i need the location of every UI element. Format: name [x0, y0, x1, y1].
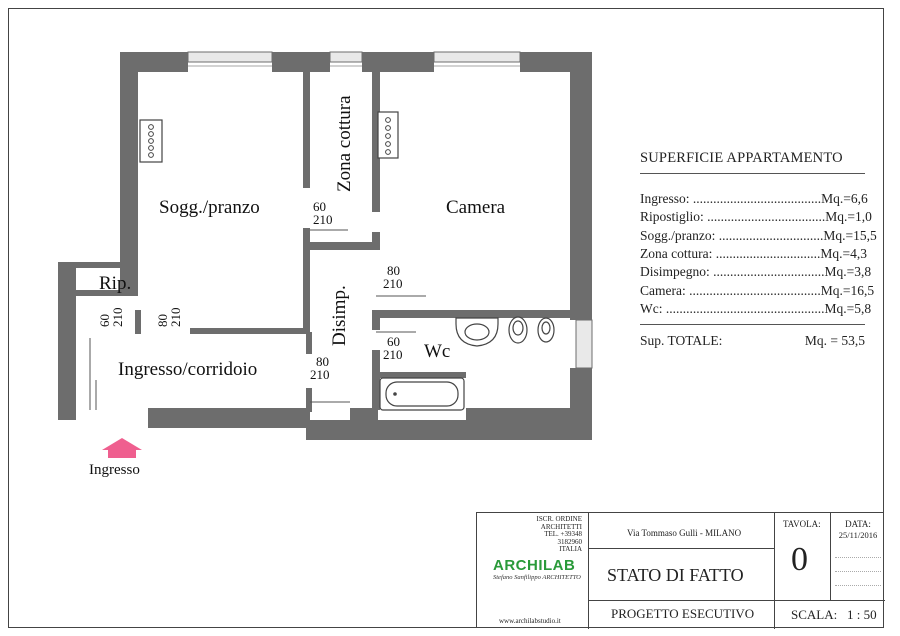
summary-row: Sogg./pranzo: ............................... Mq.= 15,5 — [640, 227, 877, 243]
door-dimension: 210 — [110, 307, 125, 327]
room-label-ripostiglio: Rip. — [99, 273, 132, 294]
date-label: DATA: — [845, 519, 871, 529]
surface-summary — [640, 150, 877, 349]
room-label-wc: Wc — [424, 341, 451, 362]
studio-website: www.archilabstudio.it — [499, 617, 561, 625]
summary-row: Zona cottura: ............................... Mq.= 4,3 — [640, 246, 867, 262]
door-dimension: 60 210 — [383, 334, 403, 362]
summary-row: Ripostiglio: ................................... Mq.= 1,0 — [640, 209, 872, 225]
project-address: Via Tommaso Gulli - MILANO — [627, 528, 742, 538]
tavola-cell — [775, 513, 831, 601]
summary-row: Ingresso: ...................................... Mq.= 6,6 — [640, 191, 868, 207]
studio-stamp: ISCR. ORDINE ARCHITETTI TEL. +39348 3182960 ITALIA — [536, 515, 582, 553]
drawing-title-cell — [589, 549, 775, 601]
room-label-camera: Camera — [446, 197, 506, 218]
door-dimension: 80 — [155, 314, 170, 327]
summary-total: Sup. TOTALE: Mq. = 53,5 — [640, 333, 865, 349]
room-label-zona-cottura: Zona cottura — [334, 95, 355, 192]
scale-cell — [775, 601, 885, 629]
phase-cell — [589, 601, 775, 629]
tavola-number: 0 — [791, 541, 808, 578]
summary-row: Disimpegno: ................................. Mq.= 3,8 — [640, 264, 872, 280]
room-label-ingresso-corridoio: Ingresso/corridoio — [118, 359, 258, 380]
tavola-label: TAVOLA: — [783, 519, 821, 529]
room-label-soggiorno: Sogg./pranzo — [159, 197, 260, 218]
room-label-disimpegno: Disimp. — [329, 285, 350, 346]
title-block — [476, 512, 884, 628]
address-cell — [589, 513, 775, 549]
date-value: 25/11/2016 — [838, 530, 878, 540]
scale-value: 1 : 50 — [847, 607, 877, 622]
summary-row: Wc: ............................................... Mq.= 5,8 — [640, 300, 872, 316]
drawing-title: STATO DI FATTO — [607, 565, 744, 585]
summary-title: SUPERFICIE APPARTAMENTO — [640, 150, 865, 174]
studio-cell — [477, 513, 589, 629]
door-dimension: 80 210 — [383, 263, 403, 291]
door-dimension: 210 — [168, 307, 183, 327]
studio-logo-subtitle: Stefano Sanfilippo ARCHITETTO — [493, 574, 581, 581]
summary-divider — [640, 324, 865, 325]
summary-row: Camera: ....................................... Mq.= 16,5 — [640, 282, 875, 298]
entrance-label: Ingresso — [89, 462, 140, 478]
studio-logo: ARCHILAB — [493, 557, 576, 574]
scale-label: SCALA: — [791, 607, 838, 622]
door-dimension: 60 — [97, 314, 112, 327]
date-cell — [831, 513, 885, 601]
project-phase: PROGETTO ESECUTIVO — [611, 606, 755, 621]
door-dimension: 80 210 — [310, 354, 330, 382]
door-dimension: 60 210 — [313, 199, 333, 227]
